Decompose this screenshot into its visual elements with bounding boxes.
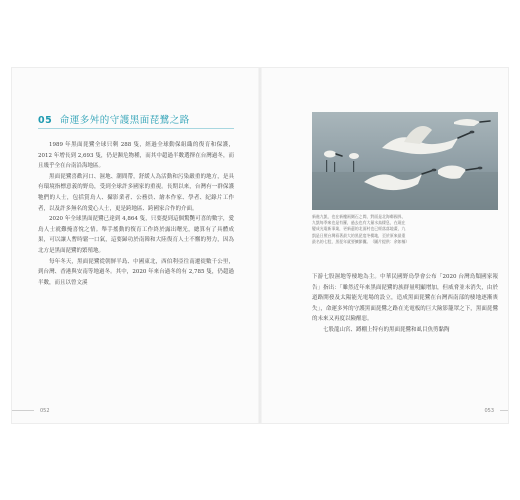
page-number-right: 053 — [484, 408, 494, 414]
right-page — [260, 68, 508, 423]
spoonbill-illustration — [312, 112, 498, 210]
folio-rule — [12, 410, 34, 411]
section-number: 05 — [38, 115, 53, 126]
section-heading — [38, 112, 190, 126]
paragraph: 下游七股濕地等棲地為主。中華民國野鳥學會公布「2020 台灣鳥類國家報告」指出：「雖然近年來黑面琵鷺的族群量明顯增加，但威脅並未消失，由於道路開發及太陽能光電場的設立，造成黑面琵鷺在台灣西南部的棲地逐漸喪失」，命運多舛的守護黑面琵鷺之路在光電板的巨大險影籠罩之下，黑面琵鷺的未來又再度以險醒惡。 — [312, 274, 498, 323]
right-body-text — [312, 272, 498, 336]
spoonbill-photo — [312, 112, 498, 210]
heading-rule — [38, 128, 234, 129]
book-spread — [12, 68, 508, 423]
paragraph: 2020 年全球黑面琵鷺已達到 4,864 隻，只要提到這個驚艷可喜的數字，愛鳥人士就難掩喜悅之情。舉手搖動的復育工作終於露出曙光，總算有了具體成果，可以讓人暫時鬆一口氣，這要歸功於南韓和大陸復育人士不懈的努力，因為北方是黑面琵鷺的繁殖地。 — [38, 216, 234, 254]
paragraph: 黑面琵鷺喜歡河口、濕地、潮間帶，舒緩人為活動和污染嚴重的地方，是具有環境指標意義的野鳥，受到全球許多國家的重視。長期以來，台灣有一群保護牠們的人士，包括賞鳥人、攝影業者、公務員、繪本作家、學者、紀錄片工作者，以及許多無名的愛心人士，更是跨地區、跨國家合作的介面。 — [38, 173, 234, 212]
left-page — [12, 68, 260, 423]
paragraph: 每年冬天，黑面琵鷺從朝鮮半島、中國東北，西伯利亞往南遷徙數千公里，到台灣、香港與安南等地過冬。其中，2020 年來台過冬的有 2,785 隻，仍超過半數，而且以曾文溪 — [38, 258, 234, 286]
paragraph: 1989 年黑面琵鷺全球只剩 288 隻，經過全球動保組織的復育和保護，2012 年增長到 2,693 隻，仍是瀕危物種，而其中超過半數選擇在台灣過冬，而且幾乎全在台南沿海地區。 — [38, 142, 234, 170]
folio-rule — [500, 410, 508, 411]
page-number-left: 052 — [40, 408, 50, 414]
paragraph: 七股龍山宮、蹲棚上特有的黑面琵鷺和虱目魚剪黏陶 — [323, 326, 450, 333]
photo-caption: 新進九凱，也在新樓兩側石之間，對面是北海鄰國界，九凱每季來也是有羅，過去也有大量水鳥棲息，在現在變成光電新事業，更新還的北面村也已經落落地畫，九凱是日照台灣看著最大的黑琵度冬棲地，至於原來最重最名的七股，黑琵年就要擴節囊。（圖片提供：余如楠） — [312, 214, 410, 244]
left-body-text — [38, 140, 234, 288]
section-title: 命運多舛的守護黑面琵鷺之路 — [59, 115, 190, 126]
